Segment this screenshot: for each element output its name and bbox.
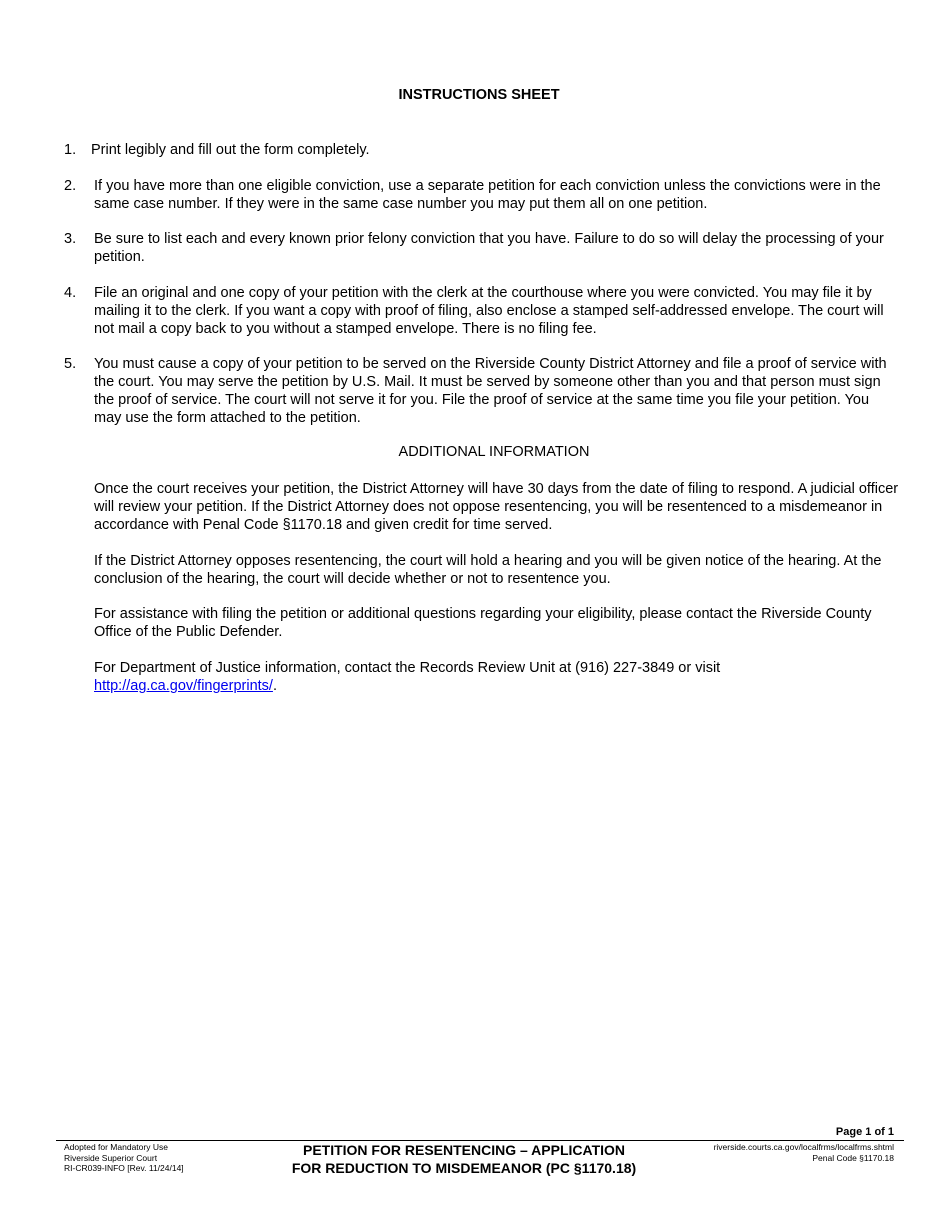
section-heading: ADDITIONAL INFORMATION (398, 444, 590, 460)
page-number: Page 1 of 1 (835, 1126, 894, 1138)
footer-form-id: RI-CR039-INFO [Rev. 11/24/14] (64, 1163, 184, 1173)
instruction-text: File an original and one copy of your petition with the clerk at the courthouse where you were convicted. You may file it by mailing it to the clerk. If you want a copy with proof of filing, also enclose a stamped self-addressed envelope. The court will not mail a copy back to you without a stamped envelope. There is no filing fee. (94, 285, 884, 337)
footer-left-block (64, 1142, 184, 1174)
instruction-item (64, 177, 900, 213)
instruction-text: Print legibly and fill out the form completely. (91, 142, 370, 158)
page-title: INSTRUCTIONS SHEET (398, 87, 560, 103)
instruction-text: You must cause a copy of your petition to be served on the Riverside County District Attorney and file a proof of service with the court. You may serve the petition by U.S. Mail. It must be served by someone other than you and that person must sign the proof of service. The court will not serve it for you. File the proof of service at the same time you file your petition. You may use the form attached to the petition. (94, 356, 887, 426)
fingerprints-link[interactable]: http://ag.ca.gov/fingerprints/ (94, 678, 273, 694)
instruction-number: 1. (64, 142, 77, 158)
doj-paragraph (94, 659, 900, 695)
doj-text: For Department of Justice information, contact the Records Review Unit at (916) 227-3849 or visit (94, 660, 721, 676)
doj-end: . (272, 678, 277, 694)
instruction-number: 5. (64, 356, 77, 372)
footer-title-line-2: FOR REDUCTION TO MISDEMEANOR (PC §1170.18) (291, 1160, 637, 1176)
instruction-item (64, 355, 900, 427)
footer-adopted: Adopted for Mandatory Use (64, 1142, 168, 1152)
footer-url: riverside.courts.ca.gov/localfrms/localfrms.shtml (713, 1142, 894, 1152)
instruction-item (64, 141, 900, 159)
footer-form-title (234, 1141, 694, 1177)
instruction-number: 2. (64, 178, 77, 194)
info-paragraph: Once the court receives your petition, the District Attorney will have 30 days from the date of filing to respond. A judicial officer will review your petition. If the District Attorney does not oppose resentencing, you will be resentenced to a misdemeanor in accordance with Penal Code §1170.18 and given credit for time served. (94, 481, 899, 533)
footer-right-block (714, 1142, 894, 1163)
instruction-text: If you have more than one eligible conviction, use a separate petition for each conviction unless the convictions were in the same case number. If they were in the same case number you may put them all on one petition. (94, 178, 881, 212)
info-paragraph: If the District Attorney opposes resentencing, the court will hold a hearing and you will be given notice of the hearing. At the conclusion of the hearing, the court will decide whether or not to resentence you. (94, 553, 882, 587)
instruction-item (64, 284, 900, 338)
footer-court: Riverside Superior Court (64, 1152, 158, 1163)
footer-penal-code: Penal Code §1170.18 (812, 1152, 894, 1163)
instruction-item (64, 230, 900, 266)
footer-title-line-1: PETITION FOR RESENTENCING – APPLICATION (302, 1142, 626, 1158)
info-paragraph: For assistance with filing the petition or additional questions regarding your eligibility, please contact the Riverside County Office of the Public Defender. (94, 606, 872, 640)
instruction-text: Be sure to list each and every known prior felony conviction that you have. Failure to do so will delay the processing of your petition. (94, 231, 884, 265)
instruction-number: 4. (64, 285, 77, 301)
instruction-number: 3. (64, 231, 77, 247)
